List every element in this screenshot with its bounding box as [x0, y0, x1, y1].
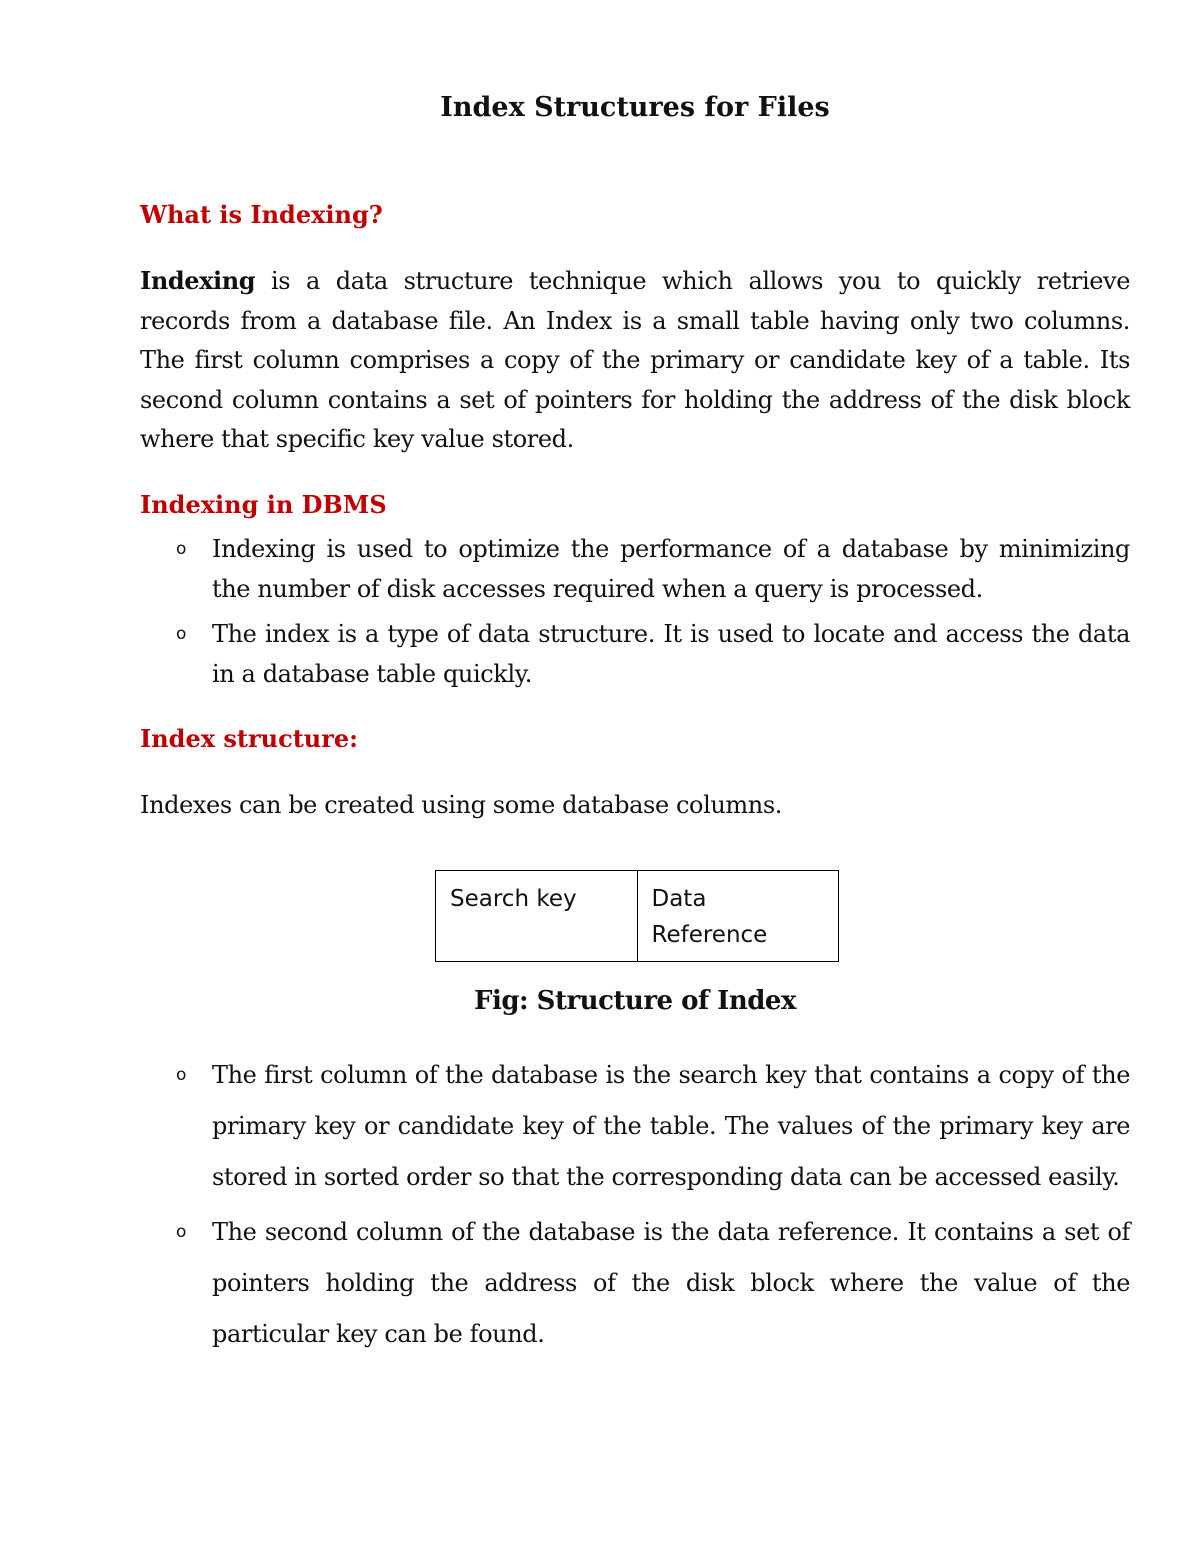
list-item	[140, 530, 1130, 609]
dbms-bullet-list	[140, 530, 1130, 694]
bullet-text: The first column of the database is the search key that contains a copy of the primary key or candidate key of the table. The values of the primary key are stored in sorted order so that the corresponding data can be accessed easily.	[212, 1061, 1130, 1191]
indexing-definition-paragraph	[140, 261, 1130, 460]
bullet-icon: o	[176, 1065, 187, 1085]
bullet-text: The index is a type of data structure. It is used to locate and access the data in a database table quickly.	[212, 620, 1130, 688]
document-title: Index Structures for Files	[440, 92, 830, 123]
heading-indexing-in-dbms: Indexing in DBMS	[140, 490, 387, 519]
indexing-term: Indexing	[140, 266, 256, 295]
list-item	[140, 1050, 1130, 1203]
list-item	[140, 1207, 1130, 1360]
index-structure-intro: Indexes can be created using some database columns.	[140, 791, 782, 819]
bullet-icon: o	[176, 1222, 187, 1242]
figure-caption: Fig: Structure of Index	[474, 986, 796, 1016]
table-row	[436, 871, 839, 962]
bullet-text: The second column of the database is the data reference. It contains a set of pointers holding the address of the disk block where the value of the particular key can be found.	[212, 1218, 1130, 1348]
data-reference-cell: Data Reference	[637, 871, 839, 962]
heading-what-is-indexing: What is Indexing?	[140, 200, 383, 229]
heading-index-structure: Index structure:	[140, 724, 359, 753]
bullet-text: Indexing is used to optimize the performance of a database by minimizing the number of disk accesses required when a query is processed.	[212, 535, 1130, 603]
structure-bullet-list	[140, 1050, 1130, 1360]
search-key-cell: Search key	[436, 871, 638, 962]
list-item	[140, 615, 1130, 694]
bullet-icon: o	[176, 624, 187, 644]
bullet-icon: o	[176, 539, 187, 559]
index-structure-table	[435, 870, 839, 962]
indexing-definition-text: is a data structure technique which allows you to quickly retrieve records from a database file. An Index is a small table having only two columns. The first column comprises a copy of the primary or candidate key of a table. Its second column contains a set of pointers for holding the address of the disk block where that specific key value stored.	[140, 267, 1130, 453]
